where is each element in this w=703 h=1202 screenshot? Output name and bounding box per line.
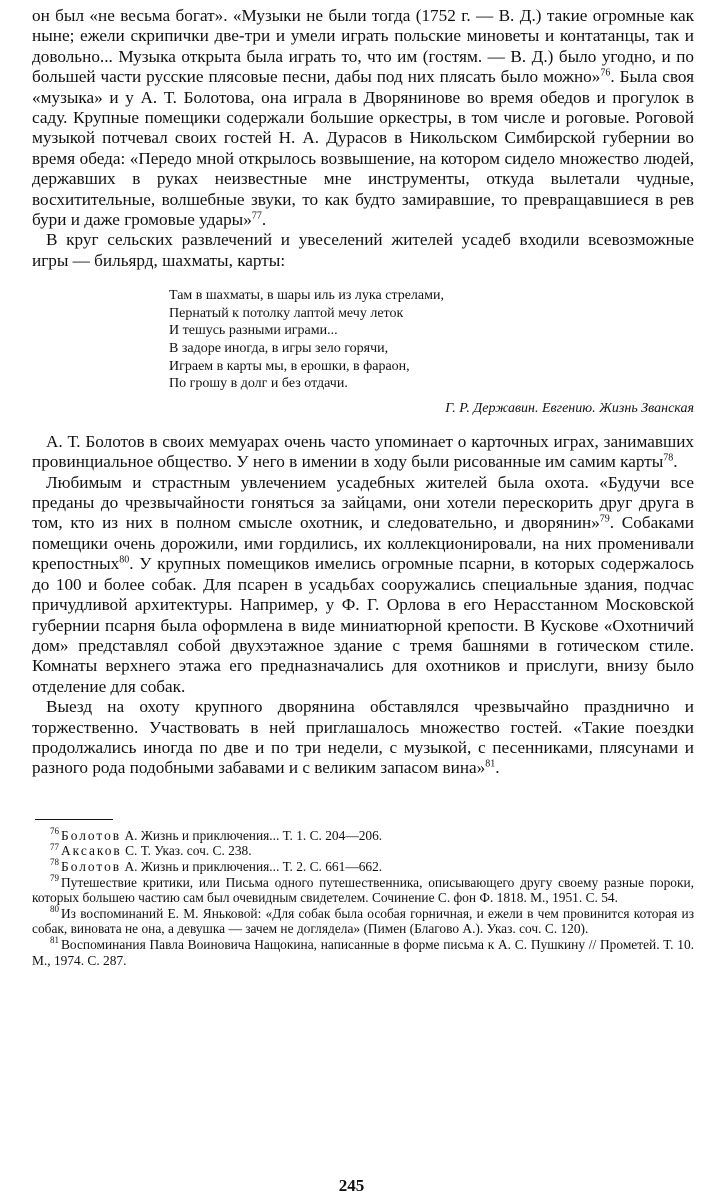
footnote-number: 80 — [50, 904, 59, 915]
footnotes — [32, 828, 694, 968]
paragraph-cards — [32, 432, 694, 473]
verse-attribution: Г. Р. Державин. Евгению. Жизнь Званская — [445, 400, 694, 416]
footnote-80 — [32, 906, 694, 937]
footnote-text: Из воспоминаний Е. М. Яньковой: «Для собак была особая горничная, и ежели в чем провинится которая из собак, виновата не она, а девушка — зачем не доглядела» (Пимен (Благово А.). Указ. соч. С. 120). — [32, 905, 694, 937]
paragraph-text: . — [261, 210, 267, 230]
footnote-ref[interactable]: 80 — [119, 554, 130, 566]
footnote-79 — [32, 875, 694, 906]
footnote-81 — [32, 937, 694, 968]
footnote-author: Болотов — [61, 858, 122, 874]
footnote-number: 77 — [50, 841, 59, 852]
paragraph-hunting — [32, 473, 694, 697]
footnote-divider — [35, 819, 113, 820]
verse-line: Пернатый к потолку лаптой мечу леток — [169, 305, 404, 321]
footnote-number: 81 — [50, 935, 59, 946]
paragraph-text: Любимым и страстным увлечением усадебных жителей была охота. «Будучи все преданы до чрезвычайности гоняться за зайцами, они хотели перескорить друг друга в том, кто из них в полном смысле охотник, и следовательно, и дворянин» — [32, 472, 694, 533]
paragraph-text: . Собаками помещики очень дорожили, ими гордились, их коллекционировали, на них променивали крепостных — [32, 513, 694, 574]
page-content — [32, 6, 694, 968]
verse-line: В задоре иногда, в игры зело горячи, — [169, 341, 389, 357]
footnote-text: А. Жизнь и приключения... Т. 2. С. 661—662. — [121, 858, 383, 874]
paragraph-text: он был «не весьма богат». «Музыки не были тогда (1752 г. — В. Д.) такие огромные как ныне; ежели скрипички две-три и умели играть польские миноветы и контатанцы, так и довольно... Музыка открыта была играть то, что им (гостям. — В. Д.) было угодно, и по большей части русские плясовые песни, дабы под них плясать было можно» — [32, 6, 694, 87]
paragraph-text: А. Т. Болотов в своих мемуарах очень часто упоминает о карточных играх, занимавших провинциальное общество. У него в имении в ходу были рисованные им самим карты — [32, 431, 694, 472]
paragraph-text: В круг сельских развлечений и увеселений жителей усадеб входили всевозможные игры — бильярд, шахматы, карты: — [32, 230, 694, 270]
footnote-text: Путешествие критики, или Письма одного путешественника, описывающего другу своему разные пороки, которых большею частию сам был очевидным свидетелем. Сочинение С. фон Ф. 1818. М., 1951. С. 54. — [32, 874, 694, 906]
verse-line: Там в шахматы, в шары иль из лука стрелами, — [169, 288, 444, 304]
paragraph-text: . — [495, 758, 500, 778]
paragraph-text: Выезд на охоту крупного дворянина обставлялся чрезвычайно празднично и торжественно. Участвовать в ней приглашалось множество гостей. «Такие поездки продолжались иногда по две и по три недели, с музыкой, с песенниками, плясунами и разного рода подобными забавами и с великим запасом вина» — [32, 697, 694, 778]
footnote-text: С. Т. Указ. соч. С. 238. — [121, 843, 252, 859]
footnote-ref[interactable]: 79 — [599, 513, 610, 525]
footnote-text: Воспоминания Павла Воиновича Нащокина, написанные в форме письма к А. С. Пушкину // Прометей. Т. 10. М., 1974. С. 287. — [32, 936, 694, 968]
footnote-76 — [32, 828, 694, 844]
paragraph-hunt-trip — [32, 697, 694, 779]
paragraph-music — [32, 6, 694, 230]
footnote-ref[interactable]: 77 — [251, 210, 262, 222]
verse-quote — [169, 287, 694, 393]
footnote-author: Болотов — [61, 827, 122, 843]
footnote-number: 78 — [50, 857, 59, 868]
footnote-ref[interactable]: 76 — [600, 67, 611, 79]
footnote-text: А. Жизнь и приключения... Т. 1. С. 204—206. — [121, 827, 383, 843]
paragraph-text: . Была своя «музыка» и у А. Т. Болотова, она играла в Дворянинове во время обедов и прогулок в саду. Крупные помещики содержали большие оркестры, в том числе и роговые. Роговой музыкой потчевал своих гостей Н. А. Дурасов в Никольском Симбирской губернии во время обеда: «Передо мной открылось возвышение, на котором сидело множество людей, державших в руках неизвестные мне инструменты, откуда вылетали чудные, восхитительные, волшебные звуки, то как будто замиравшие, то превращавшиеся в рев бури и даже громовые удары» — [32, 67, 694, 230]
page-number: 245 — [338, 1176, 365, 1195]
footnote-author: Аксаков — [61, 843, 122, 859]
verse-line: Играем в карты мы, в ерошки, в фараон, — [169, 358, 410, 374]
footnote-number: 79 — [50, 873, 59, 884]
paragraph-text: . — [673, 452, 678, 472]
footnote-77 — [32, 843, 694, 859]
verse-line: По грошу в долг и без отдачи. — [169, 376, 348, 392]
footnote-ref[interactable]: 81 — [485, 758, 496, 770]
footnote-ref[interactable]: 78 — [663, 452, 674, 464]
footnote-number: 76 — [50, 826, 59, 837]
paragraph-games — [32, 230, 694, 271]
footnote-78 — [32, 859, 694, 875]
paragraph-text: . У крупных помещиков имелись огромные псарни, в которых содержалось до 100 и более собак. Для псарен в усадьбах сооружались специальные здания, подчас причудливой архитектуры. Например, у Ф. Г. Орлова в его Нерасстанном Московской губернии псарня была оформлена в виде миниатюрной крепости. В Кускове «Охотничий дом» представлял собой двухэтажное здание с тремя башнями в готическом стиле. Комнаты верхнего этажа его предназначались для охотников и прислуги, внизу было отделение для собак. — [32, 554, 694, 696]
verse-line: И тешусь разными играми... — [169, 323, 338, 339]
